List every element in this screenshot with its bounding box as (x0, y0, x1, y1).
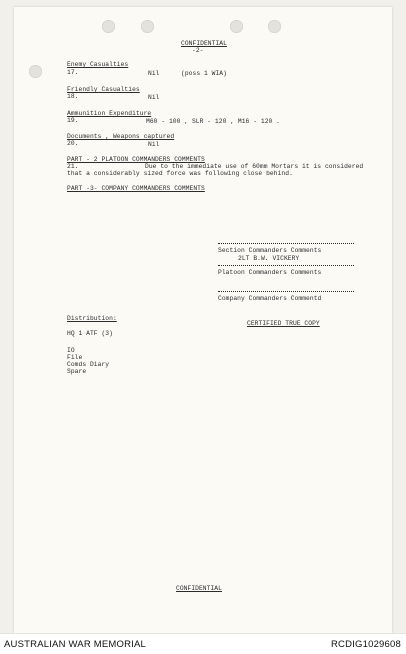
signature-dotted-line (218, 291, 354, 292)
part3-heading: PART -3- COMPANY COMMANDERS COMMENTS (67, 185, 205, 192)
distribution-heading: Distribution: (67, 315, 117, 322)
archive-footer-bar (0, 633, 406, 654)
archive-name: AUSTRALIAN WAR MEMORIAL (4, 639, 147, 650)
distribution-io: IO (67, 347, 75, 354)
document-page (14, 7, 392, 633)
punch-hole (268, 20, 281, 33)
item-20-number: 20. (67, 140, 79, 147)
item-20-value: Nil (148, 141, 160, 148)
distribution-spare: Spare (67, 368, 87, 375)
signature-dotted-line (218, 265, 354, 266)
signature-name: 2LT B.W. VICKERY (238, 255, 300, 262)
punch-hole (230, 20, 243, 33)
item-18-number: 18. (67, 93, 79, 100)
part2-heading: PART - 2 PLATOON COMMANDERS COMMENTS (67, 156, 205, 163)
part2-text-line-1: Due to the immediate use of 60mm Mortars it is considered (145, 163, 364, 170)
page-number: -2- (192, 47, 204, 54)
item-19-value: M60 - 100 , SLR - 120 , M16 - 120 . (146, 118, 281, 125)
footer-confidential: CONFIDENTIAL (176, 585, 222, 592)
section-commanders-comments: Section Commanders Comments (218, 247, 322, 254)
part2-text-line-2: that a considerably sized force was following close behind. (67, 170, 293, 177)
punch-hole (29, 65, 42, 78)
punch-hole (141, 20, 154, 33)
signature-dotted-line (218, 243, 354, 244)
distribution-comds-diary: Comds Diary (67, 361, 110, 368)
item-19-number: 19. (67, 117, 79, 124)
documents-heading: Documents , Weapons captured (67, 133, 175, 140)
distribution-hq: HQ 1 ATF (3) (67, 330, 113, 337)
header-confidential: CONFIDENTIAL (181, 40, 227, 47)
enemy-casualties-heading: Enemy Casualties (67, 61, 129, 68)
item-17-note: (poss 1 WIA) (181, 70, 227, 77)
distribution-file: File (67, 354, 83, 361)
punch-hole (102, 20, 115, 33)
item-17-number: 17. (67, 69, 79, 76)
certified-true-copy: CERTIFIED TRUE COPY (247, 320, 320, 327)
item-17-value: Nil (148, 70, 160, 77)
platoon-commanders-comments: Platoon Commanders Comments (218, 269, 322, 276)
item-18-value: Nil (148, 94, 160, 101)
company-commanders-comments: Company Commanders Commentd (218, 295, 322, 302)
friendly-casualties-heading: Friendly Casualties (67, 86, 140, 93)
record-id: RCDIG1029608 (331, 639, 401, 650)
item-21-number: 21. (67, 163, 79, 170)
ammunition-heading: Ammunition Expenditure (67, 110, 152, 117)
